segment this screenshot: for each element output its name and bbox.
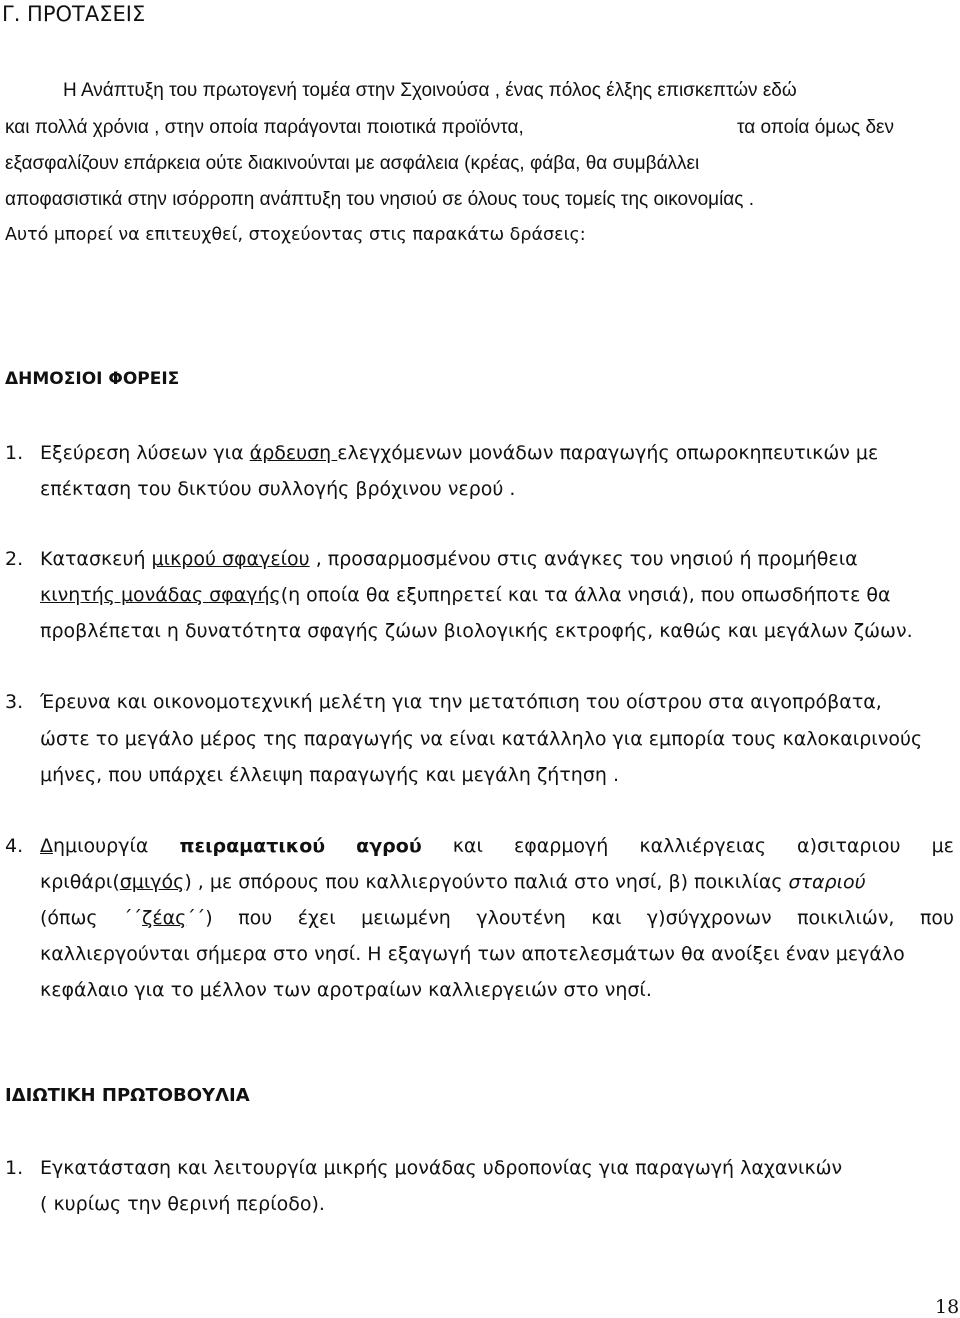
mobile-unit-underlined: κινητής μονάδας σφαγής xyxy=(40,584,281,606)
item-4-number: 4. xyxy=(5,835,24,857)
experimental-bold: πειραματικού xyxy=(179,835,326,857)
intro-line-4: αποφασιστικά στην ισόρροπη ανάπτυξη του νησιού σε όλους τους τομείς της οικονομίας . xyxy=(5,189,754,210)
item-4-line-1: Δημιουργία πειραματικού αγρού και εφαρμογή καλλιέργειας α)σιταριου με xyxy=(40,835,954,857)
section-title: Γ. ΠΡΟΤΑΣΕΙΣ xyxy=(2,2,146,26)
item-4-line-3: (όπως ΄΄ζέας΄΄) που έχει μειωμένη γλουτένη και γ)σύγχρονων ποικιλιών, που xyxy=(40,907,954,929)
item-1-line-1: Εξεύρεση λύσεων για άρδευση ελεγχόμενων μονάδων παραγωγής οπωροκηπευτικών με xyxy=(40,442,879,464)
item-3-number: 3. xyxy=(5,691,24,713)
item-2-line-1: Κατασκευή μικρού σφαγείου , προσαρμοσμένου στις ανάγκες του νησιού ή προμήθεια xyxy=(40,548,858,570)
private-initiative-heading: ΙΔΙΩΤΙΚΗ ΠΡΩΤΟΒΟΥΛΙΑ xyxy=(5,1085,250,1106)
intro-line-1: Η Ανάπτυξη του πρωτογενή τομέα στην Σχοινούσα , ένας πόλος έλξης επισκεπτών εδώ xyxy=(63,80,797,101)
field-bold: αγρού xyxy=(356,835,422,857)
small-slaughterhouse-underlined: μικρού σφαγείου xyxy=(151,548,310,570)
intro-line-2a: και πολλά χρόνια , στην οποία παράγονται ποιοτικά προϊόντα, xyxy=(5,117,524,138)
item-2-line-2: κινητής μονάδας σφαγής(η οποία θα εξυπηρετεί και τα άλλα νησιά), που οπωσδήποτε θα xyxy=(40,584,891,606)
page-number: 18 xyxy=(935,1296,960,1318)
private-item-1-number: 1. xyxy=(5,1157,24,1179)
private-item-1-line-1: Εγκατάσταση και λειτουργία μικρής μονάδας υδροπονίας για παραγωγή λαχανικών xyxy=(40,1157,843,1179)
item-3-line-3: μήνες, που υπάρχει έλλειψη παραγωγής και μεγάλη ζήτηση . xyxy=(40,764,619,786)
intro-line-2b: τα οποία όμως δεν xyxy=(737,117,895,138)
private-item-1-line-2: ( κυρίως την θερινή περίοδο). xyxy=(40,1193,325,1215)
item-1-number: 1. xyxy=(5,442,24,464)
item-4-line-4: καλλιεργούνται σήμερα στο νησί. Η εξαγωγή των αποτελεσμάτων θα ανοίξει έναν μεγάλο xyxy=(40,943,905,965)
item-2-number: 2. xyxy=(5,548,24,570)
item-1-line-2: επέκταση του δικτύου συλλογής βρόχινου νερού . xyxy=(40,478,516,500)
item-4-line-5: κεφάλαιο για το μέλλον των αροτραίων καλλιεργειών στο νησί. xyxy=(40,979,652,1001)
item-3-line-1: Έρευνα και οικονομοτεχνική μελέτη για την μετατόπιση του οίστρου στα αιγοπρόβατα, xyxy=(40,691,882,713)
item-3-line-2: ώστε το μεγάλο μέρος της παραγωγής να είναι κατάλληλο για εμπορία τους καλοκαιρινούς xyxy=(40,728,923,750)
item-4-line-2: κριθάρι(σμιγός) , με σπόρους που καλλιεργούντο παλιά στο νησί, β) ποικιλίας σταριού xyxy=(40,871,866,893)
item-2-line-3: προβλέπεται η δυνατότητα σφαγής ζώων βιολογικής εκτροφής, καθώς και μεγάλων ζώων. xyxy=(40,620,913,642)
public-bodies-heading: ΔΗΜΟΣΙΟΙ ΦΟΡΕΙΣ xyxy=(5,369,180,389)
intro-line-3: εξασφαλίζουν επάρκεια ούτε διακινούνται με ασφάλεια (κρέας, φάβα, θα συμβάλλει xyxy=(5,153,700,174)
irrigation-underlined: άρδευση xyxy=(249,442,338,464)
intro-line-5: Αυτό μπορεί να επιτευχθεί, στοχεύοντας στις παρακάτω δράσεις: xyxy=(5,225,586,245)
